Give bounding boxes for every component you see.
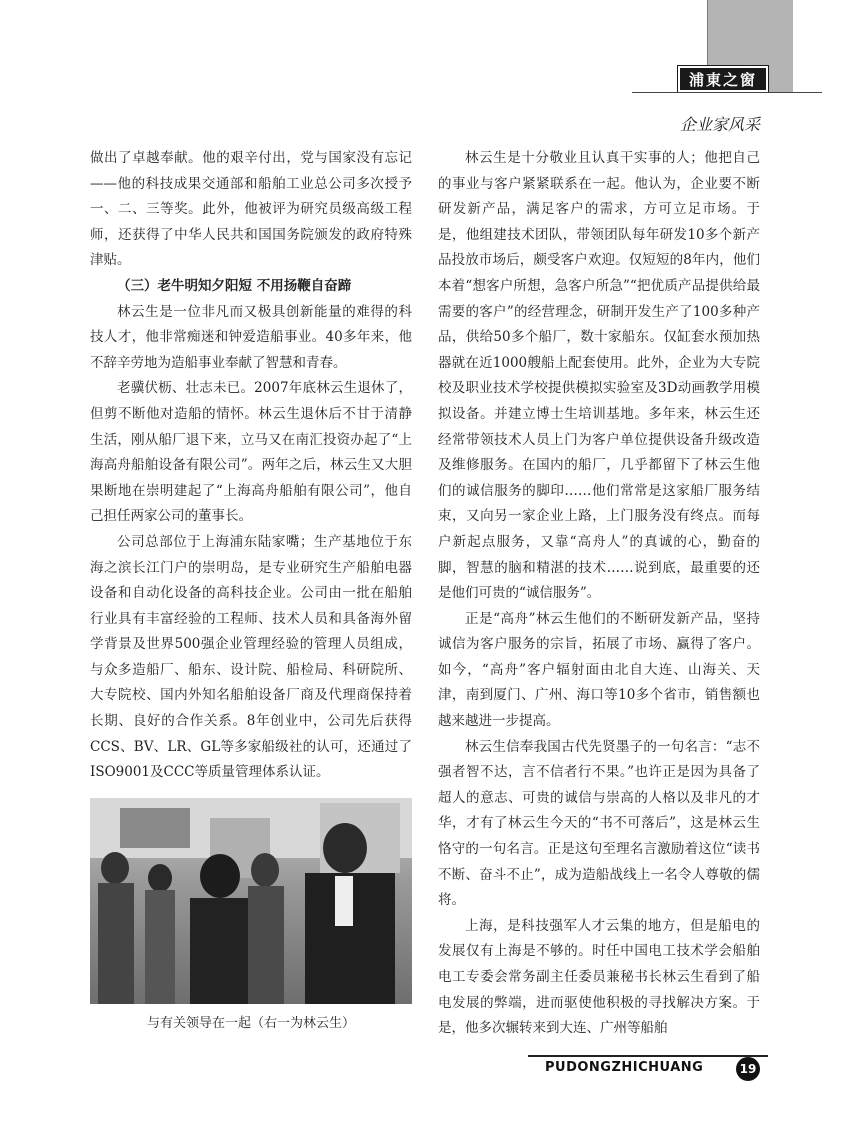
left-paragraph-3: 老骥伏枥、壮志未已。2007年底林云生退休了，但剪不断他对造船的情怀。林云生退休后不甘于清静生活，刚从船厂退下来，立马又在南汇投资办起了“上海高舟船舶设备有限公司”。两年之后，林云生又大胆果断地在崇明建起了“上海高舟船舶有限公司”，他自己担任两家公司的董事长。 (90, 380, 412, 525)
right-column (438, 146, 760, 1042)
section-heading: （三）老牛明知夕阳短 不用扬鞭自奋蹄 (117, 277, 352, 294)
right-paragraph-4: 上海，是科技强军人才云集的地方，但是船电的发展仅有上海是不够的。时任中国电工技术学会船舶电工专委会常务副主任委员兼秘书长林云生看到了船电发展的弊端，进而驱使他积极的寻找解决方案。于是，他多次辗转来到大连、广州等船舶 (438, 917, 760, 1037)
right-paragraph-1: 林云生是十分敬业且认真干实事的人；他把自己的事业与客户紧紧联系在一起。他认为，企业要不断研发新产品，满足客户的需求，方可立足市场。于是，他组建技术团队，带领团队每年研发10多个新产品投放市场后，颇受客户欢迎。仅短短的8年内，他们本着“想客户所想，急客户所急”“把优质产品提供给最需要的客户”的经营理念，研制开发生产了100多种产品，供给50多个船厂，数十家船东。仅缸套水预加热器就在近1000艘船上配套使用。此外，企业为大专院校及职业技术学校提供模拟实验室及3D动画教学用模拟设备。并建立博士生培训基地。多年来，林云生还经常带领技术人员上门为客户单位提供设备升级改造及维修服务。在国内的船厂，几乎都留下了林云生他们的诚信服务的脚印……他们常常是这家船厂服务结束，又向另一家企业上路，上门服务没有终点。而每户新起点服务，又靠“高舟人”的真诚的心，勤奋的脚，智慧的脑和精湛的技术……说到底，最重要的还是他们可贵的“诚信服务”。 (438, 150, 760, 602)
event-photo (90, 798, 412, 1004)
left-paragraph-2: 林云生是一位非凡而又极具创新能量的难得的科技人才，他非常痴迷和钟爱造船事业。40多年来，他不辞辛劳地为造船事业奉献了智慧和青春。 (90, 303, 412, 371)
footer-rule (528, 1055, 768, 1057)
magazine-logo: 浦東之窗 (678, 66, 768, 92)
footer-magazine-name: PUDONGZHICHUANG (545, 1060, 704, 1075)
header-rule (632, 92, 822, 93)
left-column (90, 146, 412, 786)
right-paragraph-2: 正是“高舟”林云生他们的不断研发新产品，坚持诚信为客户服务的宗旨，拓展了市场、赢得了客户。如今，“高舟”客户辐射面由北自大连、山海关、天津，南到厦门、广州、海口等10多个省市，销售额也越来越进一步提高。 (438, 610, 760, 730)
right-paragraph-3: 林云生信奉我国古代先贤墨子的一句名言：“志不强者智不达，言不信者行不果。”也许正是因为具备了超人的意志、可贵的诚信与崇高的人格以及非凡的才华，才有了林云生今天的“书不可落后”，这是林云生恪守的一句名言。正是这句至理名言激励着这位“读书不断、奋斗不止”，成为造船战线上一名令人尊敬的儒将。 (438, 738, 760, 909)
left-paragraph-4: 公司总部位于上海浦东陆家嘴；生产基地位于东海之滨长江门户的崇明岛，是专业研究生产船舶电器设备和自动化设备的高科技企业。公司由一批在船舶行业具有丰富经验的工程师、技术人员和具备海外留学背景及世界500强企业管理经验的管理人员组成，与众多造船厂、船东、设计院、船检局、科研院所、大专院校、国内外知名船舶设备厂商及代理商保持着长期、良好的合作关系。8年创业中，公司先后获得CCS、BV、LR、GL等多家船级社的认可，还通过了ISO9001及CCC等质量管理体系认证。 (90, 533, 412, 781)
photo-illustration (90, 798, 412, 1004)
photo-caption: 与有关领导在一起（右一为林云生） (146, 1016, 355, 1031)
left-paragraph-1: 做出了卓越奉献。他的艰辛付出，党与国家没有忘记——他的科技成果交通部和船舶工业总公司多次授予一、二、三等奖。此外，他被评为研究员级高级工程师，还获得了中华人民共和国国务院颁发的政府特殊津贴。 (90, 150, 412, 269)
section-title: 企业家风采 (679, 115, 760, 134)
page-number: 19 (736, 1057, 760, 1081)
